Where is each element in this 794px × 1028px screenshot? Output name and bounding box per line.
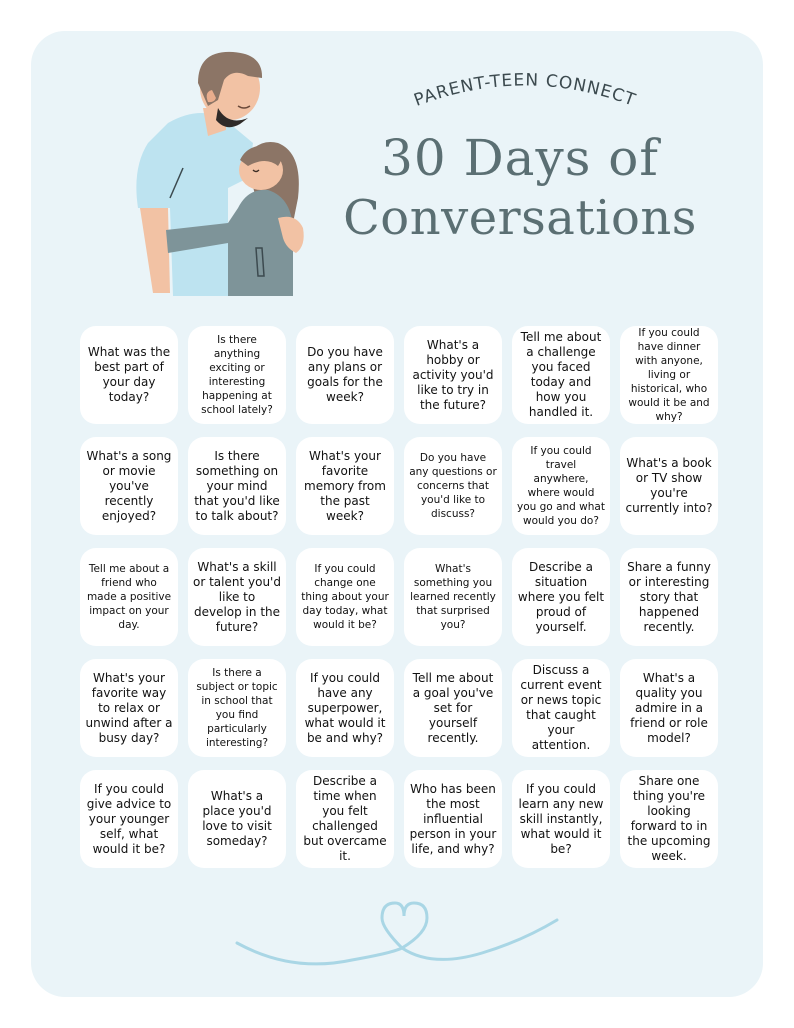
prompt-card: If you could have dinner with anyone, living or historical, who would it be and why? — [620, 326, 718, 424]
prompt-card: If you could give advice to your younger self, what would it be? — [80, 770, 178, 868]
prompt-card: Is there a subject or topic in school that you find particularly interesting? — [188, 659, 286, 757]
prompt-card: Tell me about a friend who made a positive impact on your day. — [80, 548, 178, 646]
prompt-card: If you could learn any new skill instantly, what would it be? — [512, 770, 610, 868]
heart-flourish-icon — [232, 898, 562, 978]
prompt-card: What's your favorite memory from the past week? — [296, 437, 394, 535]
prompt-card: Tell me about a challenge you faced today and how you handled it. — [512, 326, 610, 424]
prompt-card: Describe a situation where you felt proud of yourself. — [512, 548, 610, 646]
prompt-card: If you could travel anywhere, where would you go and what would you do? — [512, 437, 610, 535]
prompt-card: Share a funny or interesting story that happened recently. — [620, 548, 718, 646]
prompt-card: What's something you learned recently that surprised you? — [404, 548, 502, 646]
parent-teen-hug-illustration — [128, 48, 308, 298]
prompt-card: Do you have any plans or goals for the week? — [296, 326, 394, 424]
prompt-card: What's a book or TV show you're currently into? — [620, 437, 718, 535]
conversation-prompt-grid — [80, 326, 718, 868]
prompt-card: Discuss a current event or news topic that caught your attention. — [512, 659, 610, 757]
subtitle-text: PARENT-TEEN CONNECT — [411, 70, 639, 111]
prompt-card: What's a song or movie you've recently enjoyed? — [80, 437, 178, 535]
prompt-card: What's a skill or talent you'd like to develop in the future? — [188, 548, 286, 646]
prompt-card: If you could change one thing about your day today, what would it be? — [296, 548, 394, 646]
title-line-1: 30 Days of — [381, 129, 659, 187]
prompt-card: What was the best part of your day today? — [80, 326, 178, 424]
prompt-card: What's a place you'd love to visit someday? — [188, 770, 286, 868]
prompt-card: What's a hobby or activity you'd like to try in the future? — [404, 326, 502, 424]
prompt-card: Is there anything exciting or interesting happening at school lately? — [188, 326, 286, 424]
parent-arm — [140, 208, 170, 293]
prompt-card: Who has been the most influential person in your life, and why? — [404, 770, 502, 868]
page-title — [330, 128, 710, 248]
prompt-card: Is there something on your mind that you'd like to talk about? — [188, 437, 286, 535]
heart-line — [237, 903, 557, 964]
subtitle-arc — [390, 58, 660, 128]
prompt-card: If you could have any superpower, what would it be and why? — [296, 659, 394, 757]
prompt-card: What's your favorite way to relax or unwind after a busy day? — [80, 659, 178, 757]
subtitle — [411, 70, 638, 110]
prompt-card: Tell me about a goal you've set for yourself recently. — [404, 659, 502, 757]
prompt-card: Describe a time when you felt challenged but overcame it. — [296, 770, 394, 868]
title-line-2: Conversations — [343, 190, 697, 246]
prompt-card: Share one thing you're looking forward to in the upcoming week. — [620, 770, 718, 868]
prompt-card: What's a quality you admire in a friend or role model? — [620, 659, 718, 757]
prompt-card: Do you have any questions or concerns that you'd like to discuss? — [404, 437, 502, 535]
